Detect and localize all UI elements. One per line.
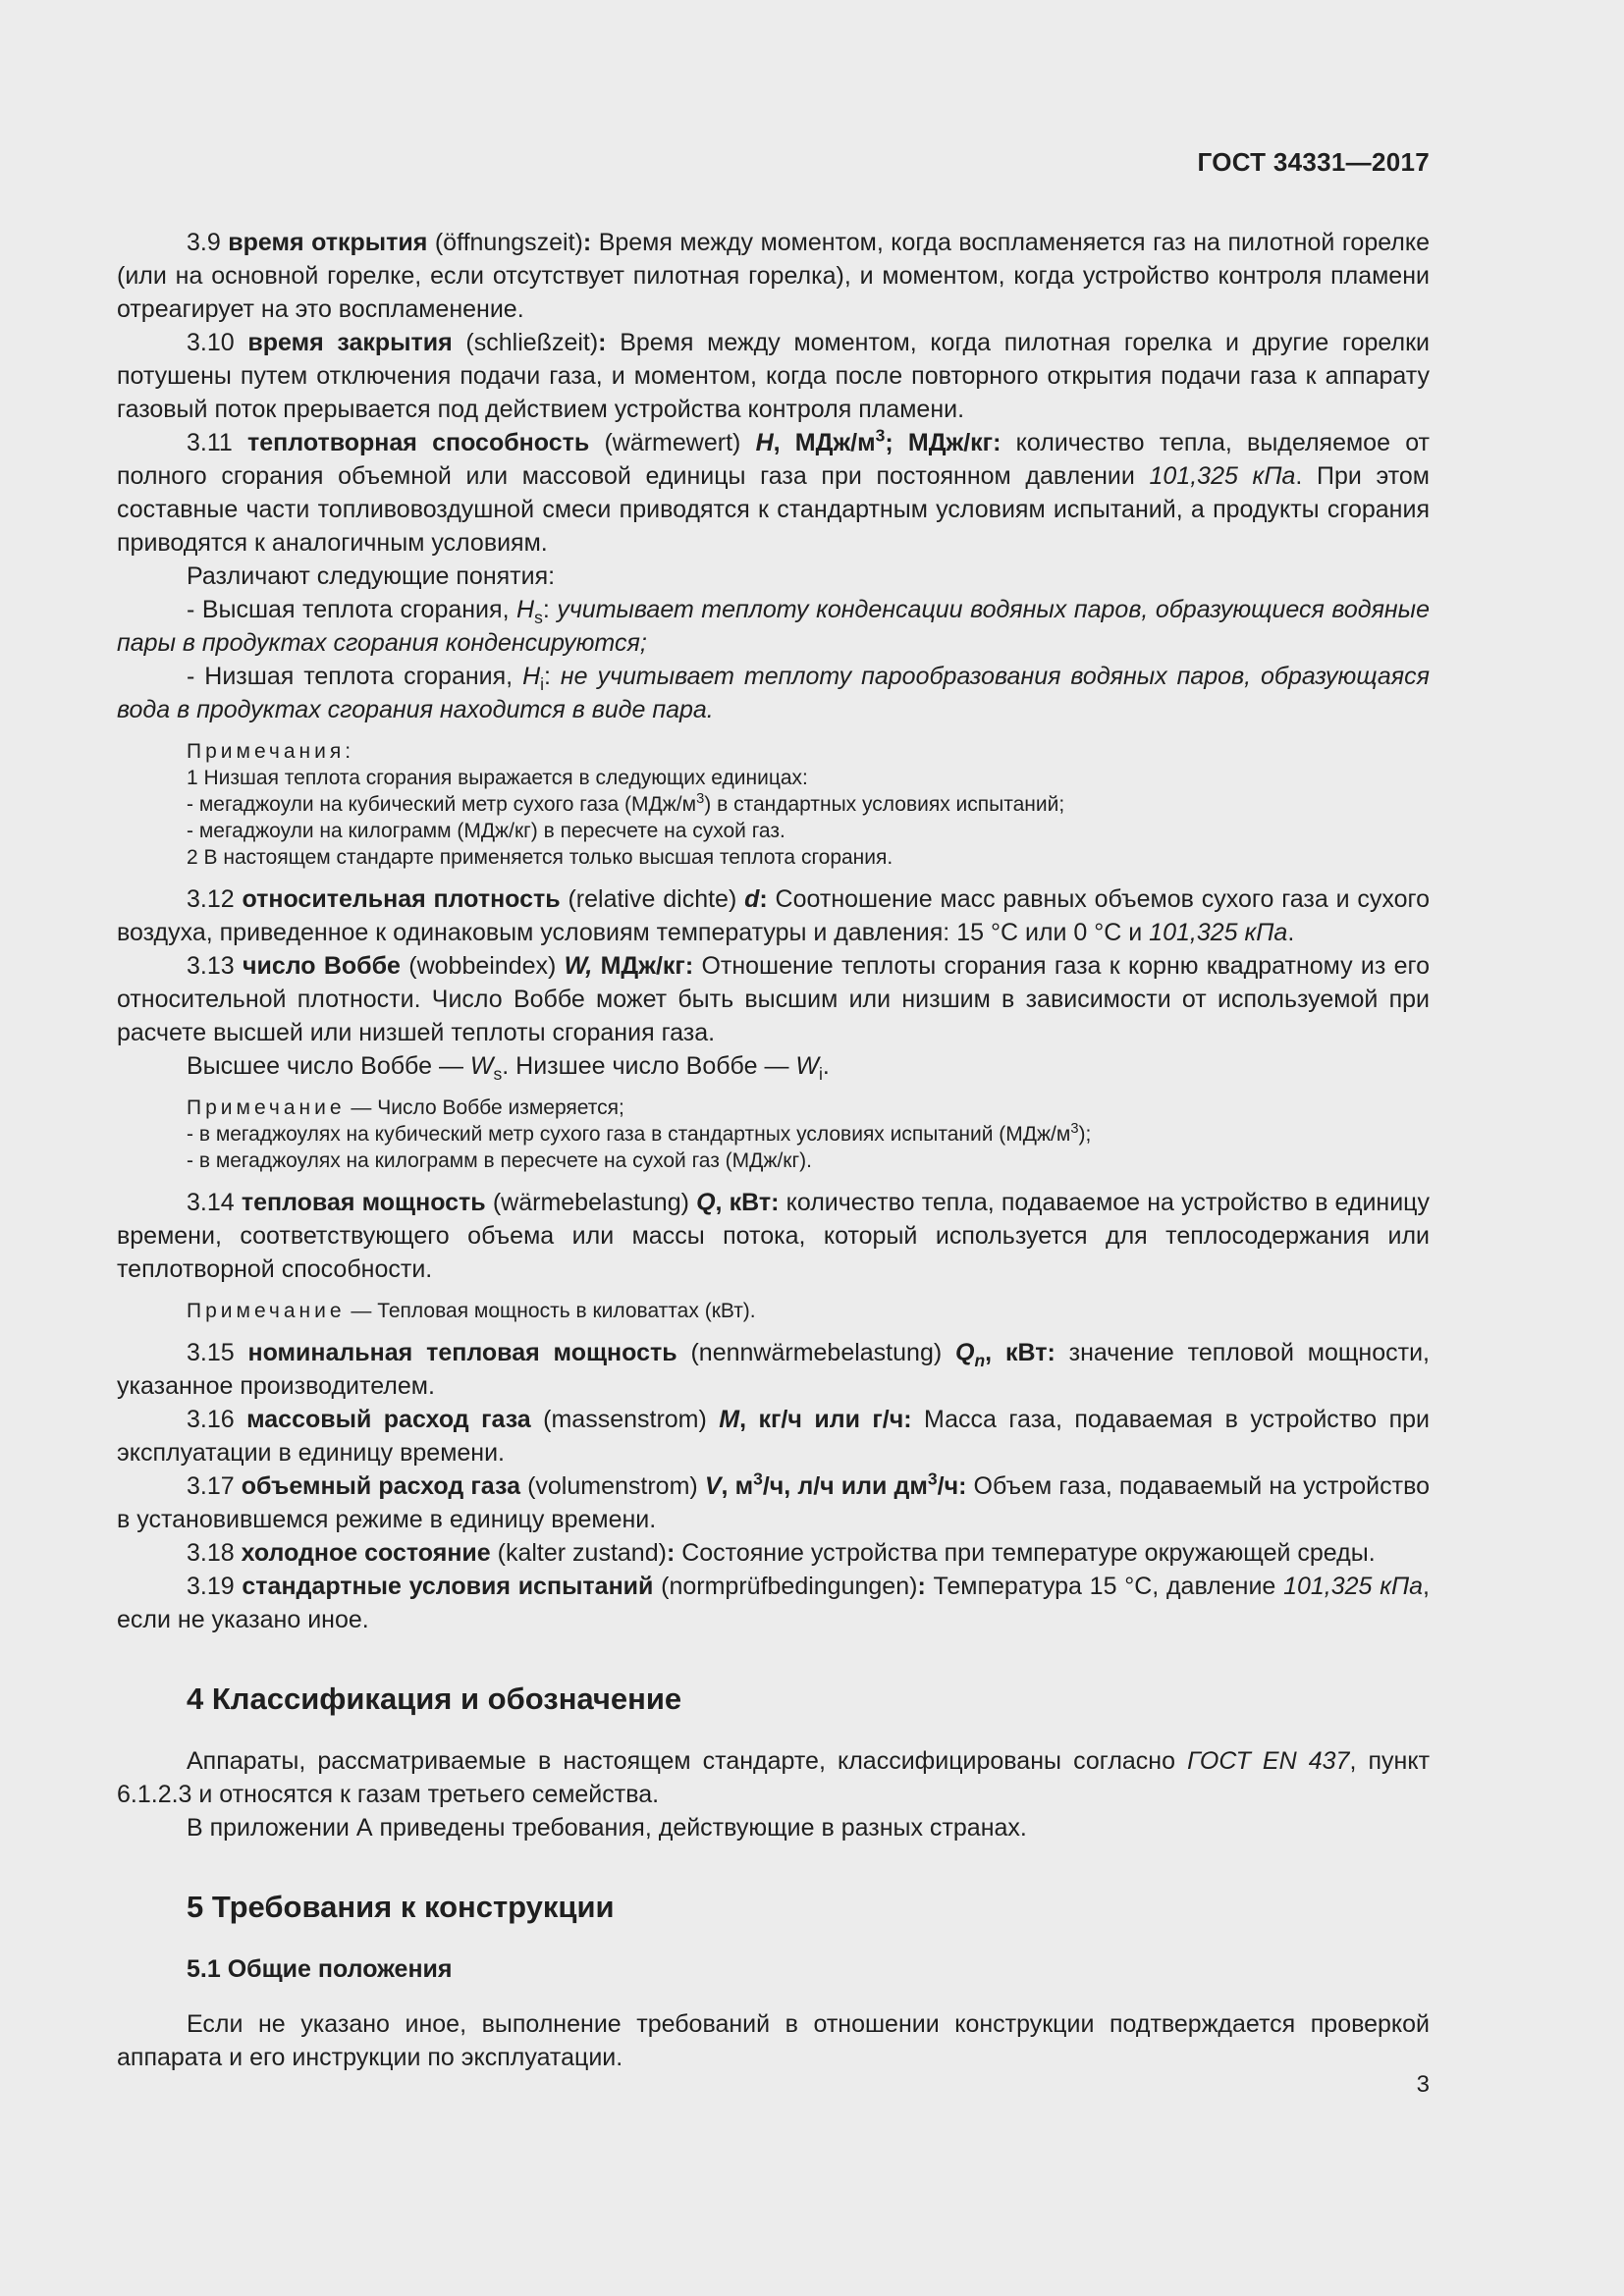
section-4-paragraph-2: В приложении А приведены требования, действующие в разных странах. [187, 1814, 1027, 1842]
pressure-value: 101,325 кПа [1283, 1573, 1424, 1600]
symbol: Q [955, 1339, 975, 1366]
note-text: ) в стандартных условиях испытаний; [704, 793, 1065, 816]
term: число Воббе [242, 952, 401, 980]
colon: : [917, 1573, 926, 1600]
definition-3-19 [117, 1570, 1430, 1636]
item-text: учитывает теплоту конденсации водяных паров, образующиеся водяные пары в продуктах сгорания конденсируются; [117, 596, 1430, 657]
notes-block-1 [187, 738, 1430, 871]
symbol: M [719, 1406, 740, 1433]
definition-3-10 [117, 326, 1430, 426]
definition-3-11 [117, 426, 1430, 560]
clause-number: 3.18 [187, 1539, 242, 1567]
definition-3-9 [117, 226, 1430, 326]
pressure-value: 101,325 кПа [1149, 919, 1288, 946]
term: стандартные условия испытаний [242, 1573, 654, 1600]
colon: : [666, 1539, 676, 1567]
clause-number: 3.13 [187, 952, 243, 980]
symbol: d [744, 885, 760, 913]
clause-number: 3.15 [187, 1339, 248, 1366]
definition-3-12 [117, 882, 1430, 949]
text: Высшее число Воббе — [187, 1052, 470, 1080]
clause-number: 3.16 [187, 1406, 247, 1433]
symbol: W, [564, 952, 593, 980]
section-5-1-heading: 5.1 Общие положения [187, 1955, 453, 1983]
subscript: s [493, 1064, 503, 1084]
definition-text: , если не указано иное. [117, 1573, 1430, 1633]
document-page [117, 0, 1430, 2296]
notes-title: Примечание [187, 1096, 346, 1119]
note-text: - мегаджоули на кубический метр сухого газа (МДж/м [187, 793, 697, 816]
subscript: i [540, 674, 545, 694]
units: , м [721, 1472, 754, 1500]
units: , кВт: [715, 1189, 780, 1216]
term: номинальная тепловая мощность [247, 1339, 677, 1366]
definition-3-16 [117, 1403, 1430, 1469]
units: , МДж/м [773, 429, 876, 456]
clause-number: 3.14 [187, 1189, 242, 1216]
text: Аппараты, рассматриваемые в настоящем стандарте, классифицированы согласно [187, 1747, 1188, 1775]
clause-number: 3.17 [187, 1472, 242, 1500]
term-original: (nennwärmebelastung) [677, 1339, 956, 1366]
units: , кг/ч или г/ч: [739, 1406, 912, 1433]
wobbe-variants [117, 1049, 1430, 1083]
document-body [117, 226, 1430, 2074]
clause-number: 3.9 [187, 229, 229, 256]
superscript: 3 [753, 1468, 763, 1489]
clause-number: 3.11 [187, 429, 248, 456]
page-number: 3 [1416, 2071, 1430, 2098]
note-text: - в мегаджоулях на кубический метр сухого газа в стандартных условиях испытаний (МДж/м [187, 1123, 1071, 1146]
superscript: 3 [696, 791, 705, 807]
definition-text: Соотношение масс равных объемов сухого газа и сухого воздуха, приведенное к одинаковым условиям температуры и давления: 15 °С или 0 °С и [117, 885, 1430, 946]
period: . [1287, 919, 1295, 946]
term-original: (wärmebelastung) [485, 1189, 697, 1216]
definition-3-14 [117, 1186, 1430, 1286]
note-line [187, 1095, 1430, 1121]
standard-reference: ГОСТ EN 437 [1187, 1747, 1350, 1775]
text: . Низшее число Воббе — [502, 1052, 796, 1080]
notes-block-3 [187, 1298, 1430, 1324]
colon: : [582, 229, 592, 256]
colon: : [542, 596, 550, 623]
section-5-1-paragraph: Если не указано иное, выполнение требований в отношении конструкции подтверждается проверкой аппарата и его инструкции по эксплуатации. [117, 2010, 1430, 2071]
term: объемный расход газа [241, 1472, 520, 1500]
note-line [187, 1298, 1430, 1324]
colon: : [759, 885, 768, 913]
text: , пункт 6.1.2.3 и относятся к газам третьего семейства. [117, 1747, 1431, 1808]
notes-block-2 [187, 1095, 1430, 1174]
note-text: — Тепловая мощность в киловаттах (кВт). [345, 1300, 756, 1322]
definition-3-18 [117, 1536, 1430, 1570]
definition-text: количество тепла, подаваемое на устройство в единицу времени, соответствующего объема или массы потока, который используется для теплосодержания или теплотворной способности. [117, 1189, 1431, 1283]
definition-text: Объем газа, подаваемый на устройство в установившемся режиме в единицу времени. [117, 1472, 1430, 1533]
symbol: H [522, 663, 541, 690]
item-text: не учитывает теплоту парообразования водяных паров, образующаяся вода в продуктах сгорания находится в виде пара. [117, 663, 1431, 723]
definition-text: Время между моментом, когда пилотная горелка и другие горелки потушены путем отключения подачи газа, и моментом, когда после повторного открытия подачи газа к аппарату газовый поток прерывается под действием устройства контроля пламени. [117, 329, 1430, 423]
lower-heating-value [117, 660, 1430, 726]
term-original: (massenstrom) [530, 1406, 720, 1433]
paragraph-distinguish: Различают следующие понятия: [187, 562, 556, 590]
document-id-header: ГОСТ 34331—2017 [1197, 147, 1430, 177]
term-original: (kalter zustand) [490, 1539, 667, 1567]
term: время открытия [228, 229, 428, 256]
note-line: 2 В настоящем стандарте применяется только высшая теплота сгорания. [187, 846, 893, 869]
term: тепловая мощность [241, 1189, 486, 1216]
term: время закрытия [247, 329, 453, 356]
units: /ч: [937, 1472, 967, 1500]
symbol: V [704, 1472, 722, 1500]
term-original: (relative dichte) [560, 885, 745, 913]
pressure-value: 101,325 кПа [1149, 462, 1296, 490]
definition-text: количество тепла, выделяемое от полного сгорания объемной или массовой единицы газа при постоянном давлении [117, 429, 1430, 490]
clause-number: 3.10 [187, 329, 248, 356]
definition-text: Температура 15 °С, давление [925, 1573, 1284, 1600]
notes-title: Примечания: [187, 740, 355, 763]
item-prefix: - Высшая теплота сгорания, [187, 596, 517, 623]
section-4-heading: 4 Классификация и обозначение [187, 1682, 682, 1716]
symbol: W [795, 1052, 819, 1080]
symbol: Q [696, 1189, 716, 1216]
definition-3-17 [117, 1469, 1430, 1536]
symbol: H [516, 596, 535, 623]
term-original: (normprüfbedingungen) [653, 1573, 918, 1600]
term-original: (öffnungszeit) [427, 229, 583, 256]
clause-number: 3.19 [187, 1573, 243, 1600]
note-text: ); [1078, 1123, 1092, 1146]
term-original: (volumenstrom) [519, 1472, 705, 1500]
section-5-heading: 5 Требования к конструкции [187, 1890, 615, 1924]
units: , кВт: [985, 1339, 1056, 1366]
units: ; МДж/кг: [885, 429, 1001, 456]
superscript: 3 [875, 425, 886, 446]
clause-number: 3.12 [187, 885, 243, 913]
notes-title: Примечание [187, 1300, 346, 1322]
note-line: - мегаджоули на килограмм (МДж/кг) в пересчете на сухой газ. [187, 820, 785, 842]
symbol: H [755, 429, 774, 456]
definition-text: Отношение теплоты сгорания газа к корню квадратному из его относительной плотности. Число Воббе может быть высшим или низшим в зависимости от используемой при расчете высшей или низшей теплоты сгорания газа. [117, 952, 1430, 1046]
note-line: - в мегаджоулях на килограмм в пересчете на сухой газ (МДж/кг). [187, 1149, 812, 1172]
note-line [187, 1121, 1430, 1148]
term: массовый расход газа [246, 1406, 531, 1433]
definition-text: Состояние устройства при температуре окружающей среды. [675, 1539, 1376, 1567]
note-text: — Число Воббе измеряется; [345, 1096, 624, 1119]
definition-text: Время между моментом, когда воспламеняется газ на пилотной горелке (или на основной горелке, если отсутствует пилотная горелка), и моментом, когда устройство контроля пламени отреагирует на это воспламенение. [117, 229, 1431, 323]
definition-text: . При этом составные части топливовоздушной смеси приводятся к стандартным условиям испытаний, а продукты сгорания приводятся к аналогичным условиям. [117, 462, 1430, 557]
colon: : [598, 329, 607, 356]
note-line: 1 Низшая теплота сгорания выражается в следующих единицах: [187, 767, 808, 789]
term-original: (wärmewert) [589, 429, 756, 456]
term: холодное состояние [241, 1539, 491, 1567]
units: /ч, л/ч или дм [762, 1472, 928, 1500]
subscript: s [534, 608, 543, 627]
definition-3-13 [117, 949, 1430, 1049]
superscript: 3 [1070, 1121, 1079, 1137]
period: . [822, 1052, 830, 1080]
item-prefix: - Низшая теплота сгорания, [187, 663, 523, 690]
section-4-paragraph-1 [117, 1744, 1430, 1811]
definition-text: значение тепловой мощности, указанное производителем. [117, 1339, 1431, 1400]
subscript: n [974, 1351, 986, 1370]
higher-heating-value [117, 593, 1430, 660]
units: МДж/кг: [592, 952, 694, 980]
colon: : [544, 663, 551, 690]
term: теплотворная способность [247, 429, 590, 456]
definition-text: Масса газа, подаваемая в устройство при эксплуатации в единицу времени. [117, 1406, 1430, 1467]
note-line [187, 791, 1430, 818]
term: относительная плотность [242, 885, 561, 913]
definition-3-15 [117, 1336, 1430, 1403]
term-original: (schließzeit) [452, 329, 599, 356]
superscript: 3 [927, 1468, 938, 1489]
symbol: W [469, 1052, 494, 1080]
term-original: (wobbeindex) [400, 952, 565, 980]
subscript: i [819, 1064, 823, 1084]
